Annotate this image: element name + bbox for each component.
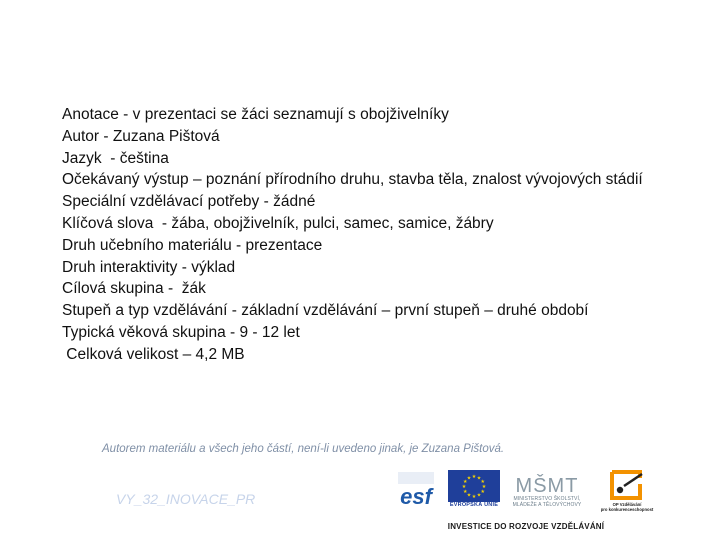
eu-label: EVROPSKÁ UNIE xyxy=(449,502,499,508)
metadata-age-group: Typická věková skupina - 9 - 12 let xyxy=(62,323,300,341)
msmt-text: MŠMT xyxy=(515,475,579,496)
metadata-expected-outcome: Očekávaný výstup – poznání přírodního druhu, stavba těla, znalost vývojových stádií xyxy=(62,171,643,189)
esf-logo xyxy=(394,470,438,512)
op-vk-logo xyxy=(596,468,658,516)
op-dot-icon xyxy=(617,487,623,493)
svg-text:★: ★ xyxy=(463,489,468,495)
investment-tagline: INVESTICE DO ROZVOJE VZDĚLÁVÁNÍ xyxy=(447,522,605,531)
metadata-special-needs: Speciální vzdělávací potřeby - žádné xyxy=(62,193,316,211)
metadata-material-type: Druh učebního materiálu - prezentace xyxy=(62,236,323,254)
document-code: VY_32_INOVACE_PR xyxy=(116,491,256,507)
metadata-author: Autor - Zuzana Pištová xyxy=(62,127,220,145)
svg-text:★: ★ xyxy=(480,479,485,485)
svg-text:★: ★ xyxy=(476,492,482,499)
metadata-annotation: Anotace - v prezentaci se žáci seznamují s obojživelníky xyxy=(62,106,449,123)
metadata-keywords: Klíčová slova - žába, obojživelník, pulci, samec, samice, žábry xyxy=(62,214,494,232)
svg-text:★: ★ xyxy=(480,489,485,495)
svg-text:★: ★ xyxy=(476,475,482,482)
svg-text:★: ★ xyxy=(471,474,477,480)
presentation-metadata xyxy=(62,104,682,366)
eu-flag-logo xyxy=(446,470,502,510)
metadata-language: Jazyk - čeština xyxy=(62,149,169,167)
msmt-label-line-1: MINISTERSTVO ŠKOLSTVÍ, xyxy=(513,496,581,502)
svg-text:★: ★ xyxy=(461,484,467,490)
esf-text: esf xyxy=(400,484,432,509)
msmt-label-line-2: MLÁDEŽE A TĚLOVÝCHOVY xyxy=(512,502,582,508)
eu-flag-icon xyxy=(448,470,500,502)
op-label-line-2: pro konkurenceschopnost xyxy=(600,507,654,512)
metadata-total-size: Celková velikost – 4,2 MB xyxy=(62,345,245,363)
svg-text:★: ★ xyxy=(463,479,468,485)
svg-text:★: ★ xyxy=(466,475,472,482)
metadata-interactivity: Druh interaktivity - výklad xyxy=(62,258,236,276)
funding-logos xyxy=(392,468,662,534)
op-label-line-1: OP Vzdělávání xyxy=(612,502,642,507)
svg-text:★: ★ xyxy=(466,492,472,499)
svg-text:★: ★ xyxy=(481,484,487,490)
metadata-education-level: Stupeň a typ vzdělávání - základní vzdělávání – první stupeň – druhé období xyxy=(62,302,589,320)
author-credit: Autorem materiálu a všech jeho částí, není-li uvedeno jinak, je Zuzana Pištová. xyxy=(102,443,505,455)
msmt-logo xyxy=(504,470,590,514)
metadata-target-group: Cílová skupina - žák xyxy=(62,280,206,298)
svg-text:★: ★ xyxy=(471,494,477,500)
